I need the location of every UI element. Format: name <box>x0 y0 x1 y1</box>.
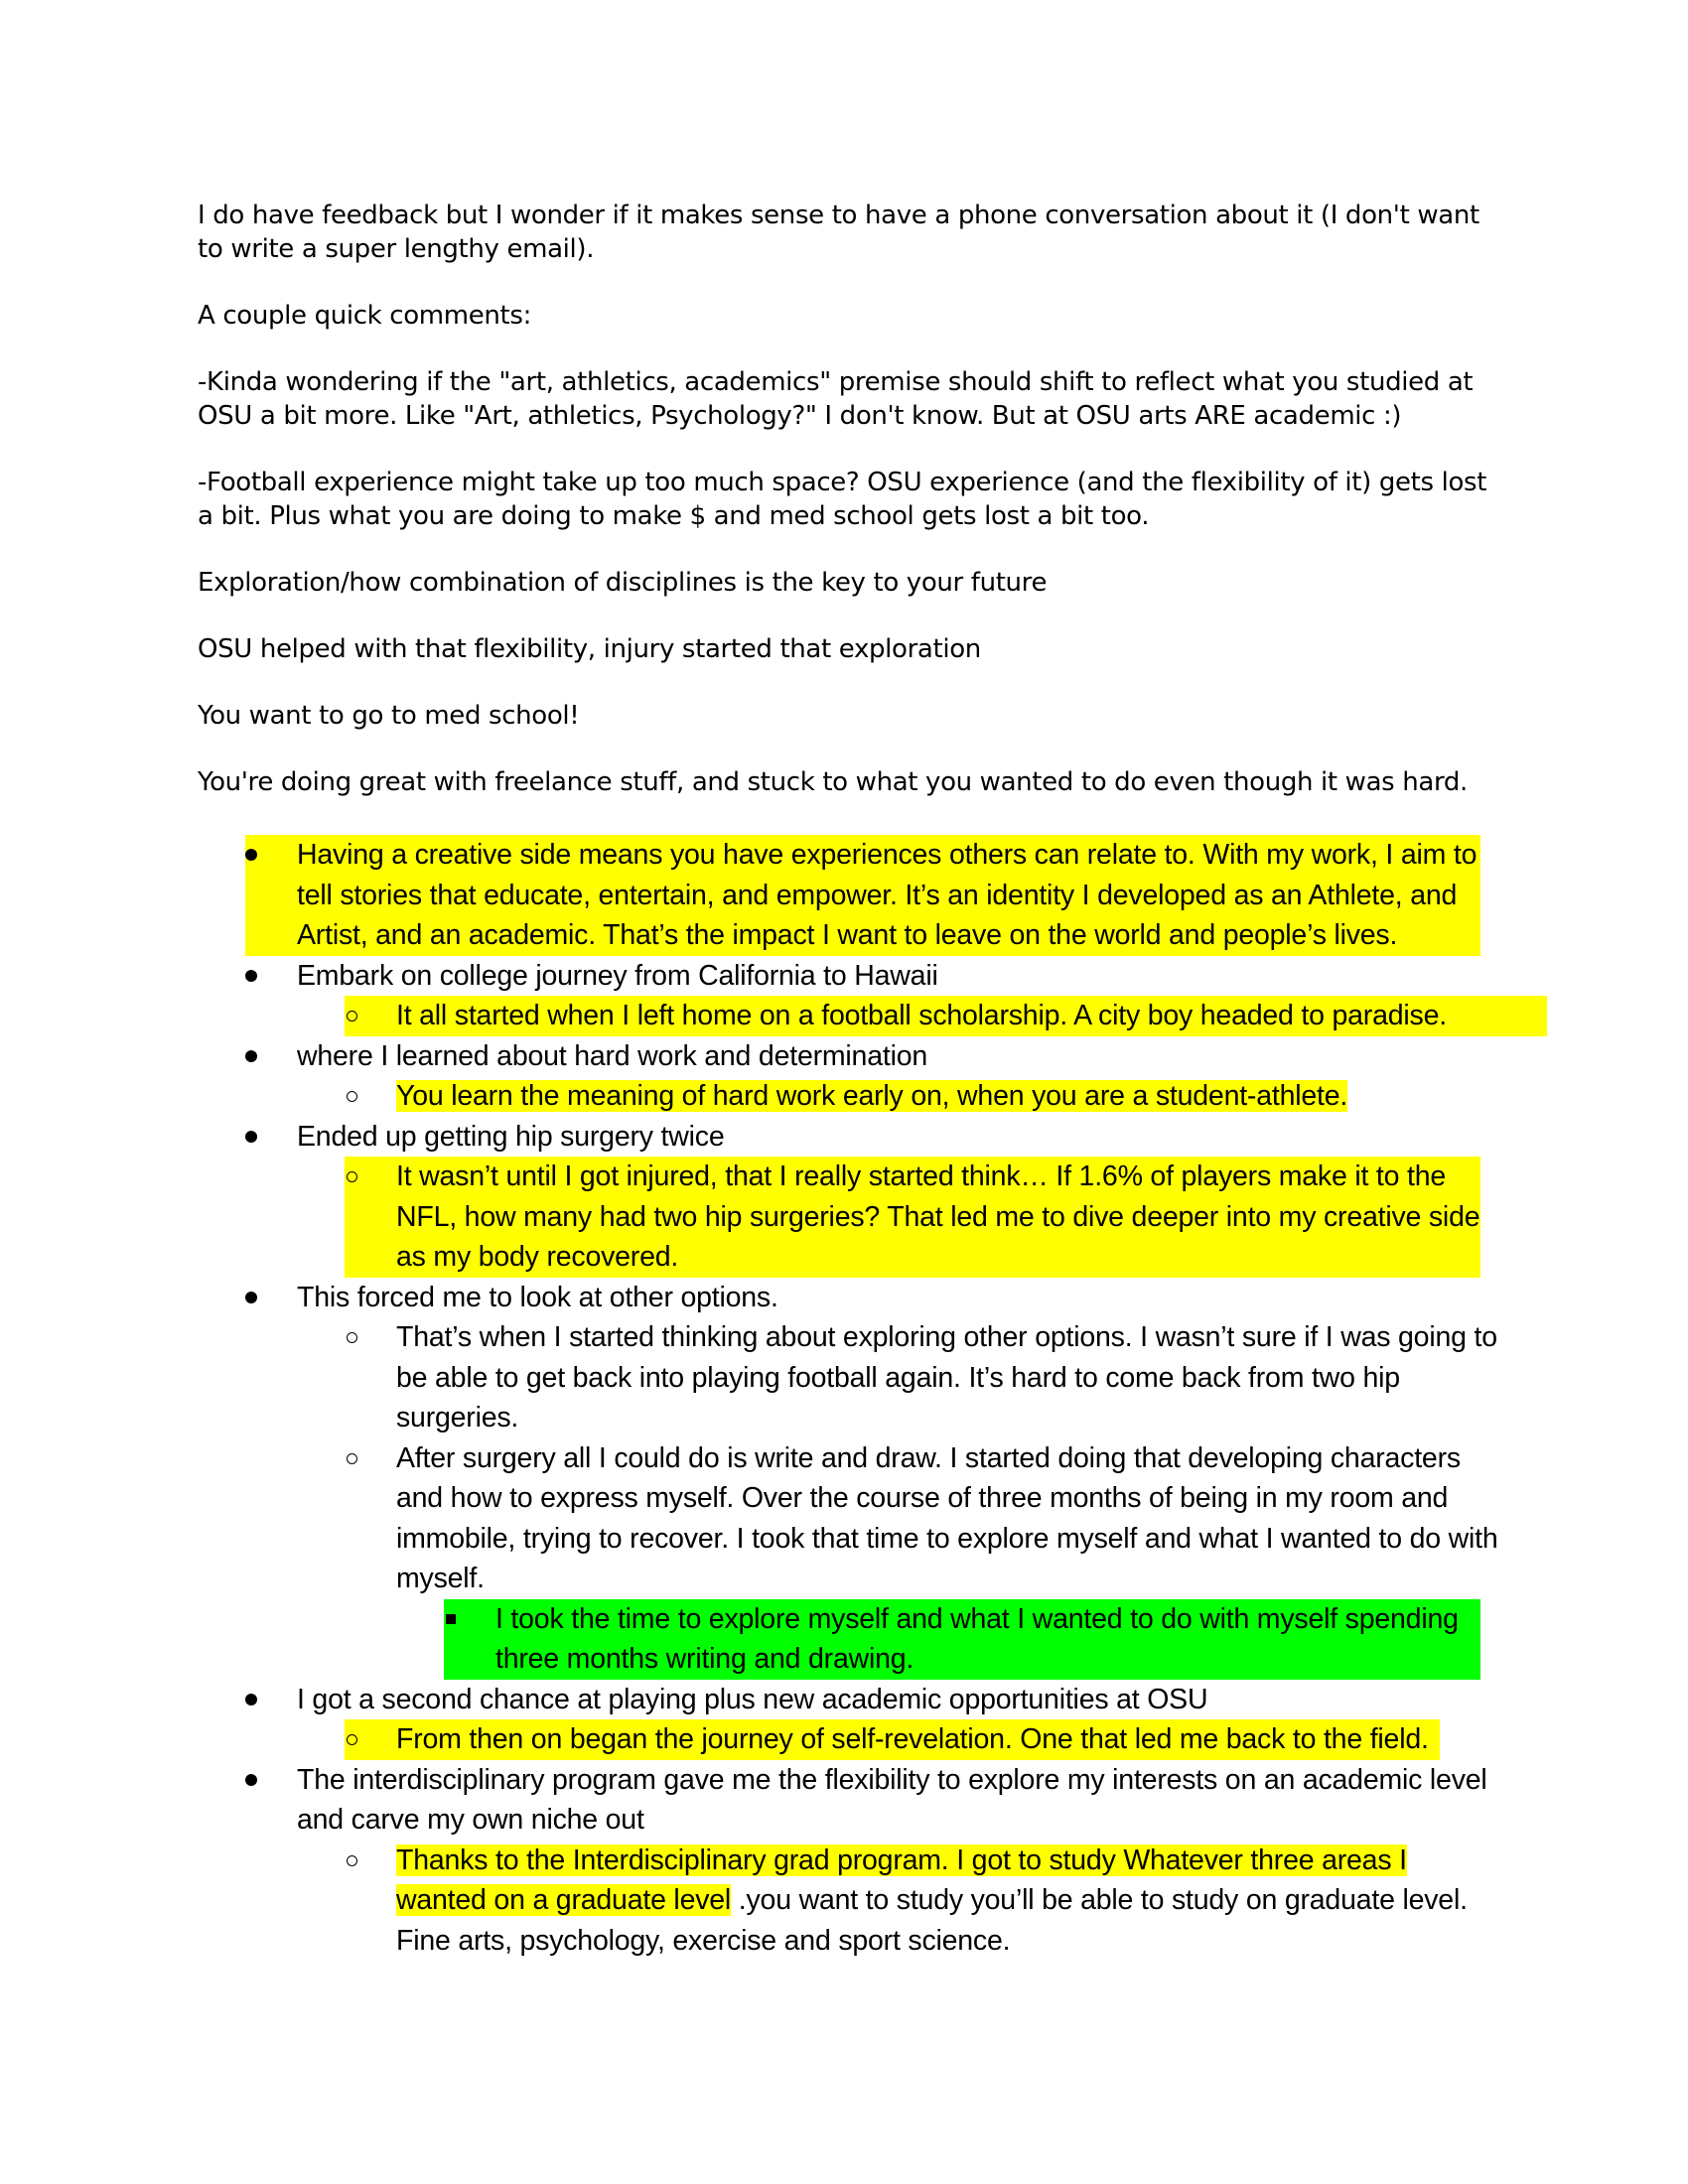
bullet-text: The interdisciplinary program gave me the flexibility to explore my interests on an academic level and carve my own niche out <box>297 1763 1487 1836</box>
feedback-intro <box>198 199 1498 832</box>
bullet-item-level1 <box>198 1278 1498 1318</box>
bullet-square-icon <box>446 1599 495 1640</box>
intro-paragraph: I do have feedback but I wonder if it makes sense to have a phone conversation about it (I don't want to write a super lengthy email). <box>198 201 1479 264</box>
bullet-text: Ended up getting hip surgery twice <box>297 1120 725 1153</box>
bullet-text: This forced me to look at other options. <box>297 1281 778 1313</box>
bullet-circle-icon <box>347 1076 396 1117</box>
intro-paragraph: -Kinda wondering if the "art, athletics, academics" premise should shift to reflect what you studied at OSU a bit more. Like "Art, athletics, Psychology?" I don't know. But at OSU arts ARE academic :) <box>198 367 1474 431</box>
bullet-circle-icon <box>347 1841 396 1881</box>
bullet-dot-icon <box>245 1117 295 1158</box>
bullet-dot-icon <box>245 1760 295 1801</box>
bullet-item-level2 <box>198 1157 1498 1278</box>
bullet-text: Having a creative side means you have experiences others can relate to. With my work, I aim to tell stories that educate, entertain, and empower. It’s an identity I developed as an Athlete, and Artist, and an academic. That’s the impact I want to leave on the world and people’s lives. <box>297 839 1477 951</box>
intro-paragraph: -Football experience might take up too much space? OSU experience (and the flexibility of it) gets lost a bit. Plus what you are doing to make $ and med school gets lost a bit too. <box>198 468 1487 531</box>
bullet-text <box>396 1844 1468 1957</box>
highlighted-text: Thanks to the Interdisciplinary grad program. I got to study Whatever three areas I wanted on a graduate level <box>396 1843 1407 1916</box>
bullet-dot-icon <box>245 956 295 997</box>
bullet-text: It all started when I left home on a football scholarship. A city boy headed to paradise. <box>396 1000 1447 1031</box>
bullet-circle-icon <box>347 996 396 1036</box>
intro-paragraph: OSU helped with that flexibility, injury started that exploration <box>198 634 981 664</box>
bullet-dot-icon <box>245 1036 295 1077</box>
bullet-text: You learn the meaning of hard work early on, when you are a student-athlete. <box>396 1080 1348 1112</box>
bullet-item-level1 <box>198 1680 1498 1720</box>
bullet-item-level1 <box>198 835 1498 956</box>
bullet-item-level3 <box>198 1599 1498 1680</box>
bullet-circle-icon <box>347 1719 396 1760</box>
bullet-text: I took the time to explore myself and what I wanted to do with myself spending three months writing and drawing. <box>495 1602 1459 1675</box>
intro-paragraph: Exploration/how combination of disciplines is the key to your future <box>198 568 1048 598</box>
bullet-circle-icon <box>347 1438 396 1479</box>
bullet-text: It wasn’t until I got injured, that I really started think… If 1.6% of players make it to the NFL, how many had two hip surgeries? That led me to dive deeper into my creative side as my body recovered. <box>396 1160 1480 1273</box>
bullet-item-level2 <box>198 1841 1498 1962</box>
bullet-dot-icon <box>245 835 295 876</box>
bullet-item-level2 <box>198 1076 1498 1117</box>
bullet-circle-icon <box>347 1157 396 1197</box>
bullet-circle-icon <box>347 1317 396 1358</box>
plain-text: .you want to study you’ll be able to study on graduate level. Fine arts, psychology, exercise and sport science. <box>396 1884 1468 1957</box>
bullet-outline <box>198 835 1498 1961</box>
bullet-item-level1 <box>198 1036 1498 1077</box>
bullet-text: Embark on college journey from California to Hawaii <box>297 959 938 992</box>
bullet-item-level1 <box>198 956 1498 997</box>
bullet-text: That’s when I started thinking about exploring other options. I wasn’t sure if I was going to be able to get back into playing football again. It’s hard to come back from two hip surgeries. <box>396 1321 1497 1433</box>
intro-paragraph: You're doing great with freelance stuff, and stuck to what you wanted to do even though it was hard. <box>198 767 1468 797</box>
bullet-item-level1 <box>198 1760 1498 1841</box>
bullet-item-level2 <box>198 1438 1498 1599</box>
bullet-item-level2 <box>198 1317 1498 1438</box>
bullet-text: After surgery all I could do is write and draw. I started doing that developing characters and how to express myself. Over the course of three months of being in my room and immobile, trying to recover. I took that time to explore myself and what I wanted to do with myself. <box>396 1441 1498 1594</box>
bullet-dot-icon <box>245 1680 295 1720</box>
bullet-dot-icon <box>245 1278 295 1318</box>
bullet-item-level2 <box>198 1719 1498 1760</box>
bullet-item-level2 <box>198 996 1498 1036</box>
bullet-text: I got a second chance at playing plus new academic opportunities at OSU <box>297 1683 1208 1715</box>
bullet-text: From then on began the journey of self-revelation. One that led me back to the field. <box>396 1723 1429 1755</box>
bullet-text: where I learned about hard work and determination <box>297 1039 928 1072</box>
intro-paragraph: A couple quick comments: <box>198 301 531 331</box>
intro-paragraph: You want to go to med school! <box>198 701 580 731</box>
bullet-item-level1 <box>198 1117 1498 1158</box>
